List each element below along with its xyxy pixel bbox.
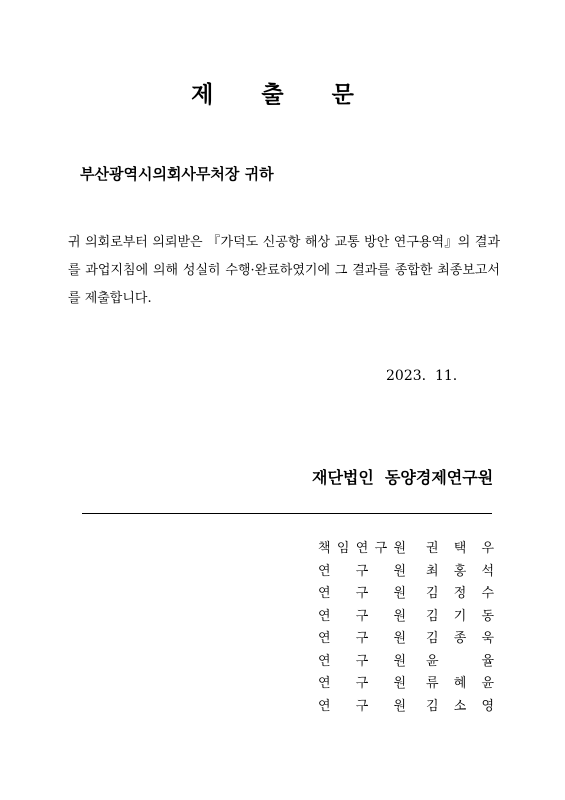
submission-date: 2023. 11. bbox=[386, 368, 458, 384]
staff-list bbox=[318, 538, 494, 718]
staff-role: 연 구 원 bbox=[318, 563, 406, 579]
staff-row bbox=[318, 606, 494, 629]
staff-name: 윤 율 bbox=[426, 653, 494, 669]
staff-role: 연 구 원 bbox=[318, 653, 406, 669]
organization-name: 재단법인 동양경제연구원 bbox=[312, 468, 494, 487]
staff-row bbox=[318, 628, 494, 651]
recipient-line: 부산광역시의회사무처장 귀하 bbox=[80, 165, 274, 183]
staff-name: 최 홍 석 bbox=[426, 563, 494, 579]
staff-name: 권 택 우 bbox=[426, 541, 494, 556]
staff-row bbox=[318, 651, 494, 674]
staff-role: 연 구 원 bbox=[318, 586, 406, 601]
submission-body-text: 귀 의회로부터 의뢰받은 『가덕도 신공항 해상 교통 방안 연구용역』의 결과를 과업지침에 의해 성실히 수행·완료하였기에 그 결과를 종합한 최종보고서를 제출합니다. bbox=[68, 235, 500, 306]
staff-role: 연 구 원 bbox=[318, 608, 406, 624]
staff-role: 연 구 원 bbox=[318, 631, 406, 646]
staff-row bbox=[318, 583, 494, 606]
staff-name: 김 소 영 bbox=[426, 698, 494, 714]
staff-name: 김 종 욱 bbox=[426, 631, 494, 646]
staff-row bbox=[318, 561, 494, 584]
divider-line bbox=[82, 513, 492, 514]
staff-name: 김 기 동 bbox=[426, 608, 494, 624]
staff-role: 책 임 연 구 원 bbox=[318, 541, 406, 556]
staff-row bbox=[318, 673, 494, 696]
staff-name: 류 혜 윤 bbox=[426, 676, 494, 691]
staff-row bbox=[318, 538, 494, 561]
staff-role: 연 구 원 bbox=[318, 676, 406, 691]
page-title: 제 출 문 bbox=[191, 81, 374, 108]
staff-role: 연 구 원 bbox=[318, 698, 406, 714]
staff-name: 김 정 수 bbox=[426, 586, 494, 601]
staff-row bbox=[318, 696, 494, 719]
